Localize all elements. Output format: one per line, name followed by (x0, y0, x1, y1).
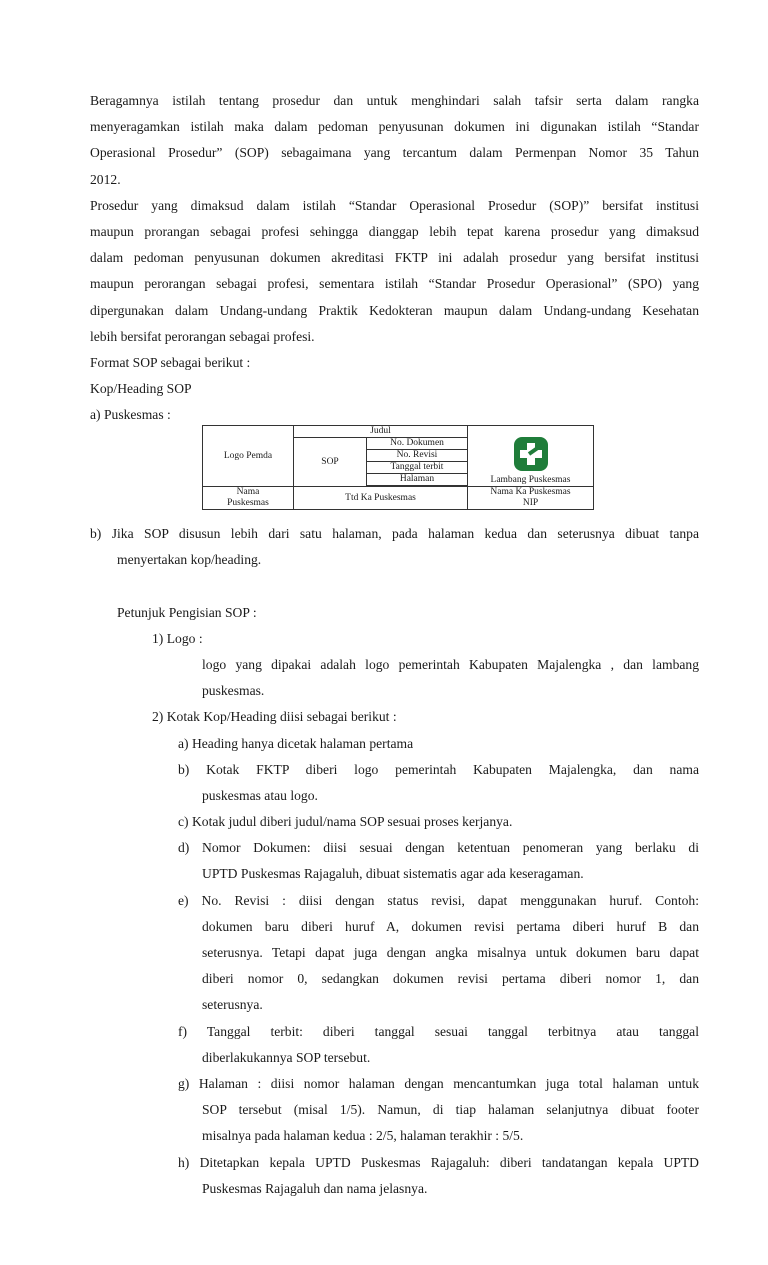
sub-item-g: g) Halaman : diisi nomor halaman dengan mencantumkan juga total halaman untuk (178, 1075, 699, 1091)
text-line: dipergunakan dalam Undang-undang Praktik Kedokteran maupun dalam Undang-undang Kesehatan (90, 302, 699, 318)
text-line: Beragamnya istilah tentang prosedur dan untuk menghindari salah tafsir serta dalam rangka (90, 93, 699, 108)
sub-item-e-cont: dokumen baru diberi huruf A, dokumen revisi pertama diberi huruf B dan (202, 918, 699, 934)
puskesmas-emblem-icon (514, 437, 548, 471)
text-line: Operasional Prosedur” (SOP) sebagaimana yang tercantum dalam Permenpan Nomor 35 Tahun (90, 145, 699, 161)
text-line: maupun prorangan sebagai profesi sehingga dianggap lebih tepat karena prosedur yang dimaksud (90, 223, 699, 239)
sub-item-d-cont: UPTD Puskesmas Rajagaluh, dibuat sistematis agar ada keseragaman. (202, 866, 584, 882)
text-line: maupun perorangan sebagai profesi, sementara istilah “Standar Prosedur Operasional” (SPO) yang (90, 276, 699, 292)
no-dokumen-cell: No. Dokumen (367, 438, 468, 450)
text-line: 2012. (90, 171, 121, 187)
sub-item-e-cont: diberi nomor 0, sedangkan dokumen revisi pertama diberi nomor 1, dan (202, 971, 699, 987)
paragraph-2 (90, 193, 699, 350)
sub-item-g-cont: SOP tersebut (misal 1/5). Namun, di tiap halaman selanjutnya dibuat footer (202, 1102, 699, 1118)
nip-label: NIP (522, 498, 539, 508)
ttd-cell: Ttd Ka Puskesmas (294, 487, 468, 510)
sub-item-b: b) Kotak FKTP diberi logo pemerintah Kabupaten Majalengka, dan nama (178, 761, 699, 777)
kop-heading: Kop/Heading SOP (90, 381, 192, 397)
text-line: menyeragamkan istilah maka dalam pedoman penyusunan dokumen ini digunakan istilah “Standar (90, 119, 699, 135)
item-1-text: logo yang dipakai adalah logo pemerintah Kabupaten Majalengka , dan lambang (202, 656, 699, 672)
no-revisi-cell: No. Revisi (367, 450, 468, 462)
logo-pemda-cell: Logo Pemda (203, 426, 294, 487)
item-b-line: b) Jika SOP disusun lebih dari satu halaman, pada halaman kedua dan seterusnya dibuat tanpa (90, 526, 699, 541)
numbered-item-1: 1) Logo : (152, 630, 203, 646)
sub-item-c: c) Kotak judul diberi judul/nama SOP sesuai proses kerjanya. (178, 814, 513, 830)
puskesmas-label: Puskesmas (227, 498, 269, 508)
judul-cell: Judul (294, 426, 468, 438)
sub-item-g-cont: misalnya pada halaman kedua : 2/5, halaman terakhir : 5/5. (202, 1128, 524, 1144)
item-1-text: puskesmas. (202, 683, 265, 699)
document-body (90, 88, 699, 428)
sub-item-e-cont: seterusnya. Tetapi dapat juga dengan angka misalnya untuk dokumen baru dapat (202, 945, 699, 960)
nama-label: Nama (236, 487, 260, 497)
sub-item-h: h) Ditetapkan kepala UPTD Puskesmas Rajagaluh: diberi tandatangan kepala UPTD (178, 1154, 699, 1170)
sub-item-b-cont: puskesmas atau logo. (202, 787, 318, 803)
format-line: Format SOP sebagai berikut : (90, 354, 251, 370)
lambang-cell (468, 426, 594, 487)
numbered-item-2: 2) Kotak Kop/Heading diisi sebagai berikut : (152, 709, 397, 725)
kop-sop-table (202, 425, 594, 510)
sub-item-h-cont: Puskesmas Rajagaluh dan nama jelasnya. (202, 1180, 428, 1196)
sop-cell: SOP (294, 438, 367, 487)
lambang-label: Lambang Puskesmas (490, 475, 571, 485)
nama-puskesmas-cell (203, 487, 294, 510)
text-line: dalam pedoman penyusunan dokumen akreditasi FKTP ini adalah prosedur yang bersifat institusi (90, 250, 699, 266)
sub-item-e-cont: seterusnya. (202, 997, 263, 1013)
text-line: Prosedur yang dimaksud dalam istilah “Standar Operasional Prosedur (SOP)” bersifat institusi (90, 197, 699, 213)
text-line: lebih bersifat perorangan sebagai profesi. (90, 328, 315, 344)
document-body-continued (90, 521, 699, 1202)
paragraph-1 (90, 88, 699, 193)
item-a-puskesmas: a) Puskesmas : (90, 407, 171, 423)
item-b-line: menyertakan kop/heading. (117, 552, 262, 568)
tanggal-terbit-cell: Tanggal terbit (367, 462, 468, 474)
sub-item-d: d) Nomor Dokumen: diisi sesuai dengan ketentuan penomeran yang berlaku di (178, 840, 699, 856)
sub-item-e: e) No. Revisi : diisi dengan status revisi, dapat menggunakan huruf. Contoh: (178, 892, 699, 908)
halaman-cell: Halaman (367, 474, 468, 486)
sub-item-f: f) Tanggal terbit: diberi tanggal sesuai tanggal terbitnya atau tanggal (178, 1023, 699, 1039)
nama-ka-cell (468, 487, 594, 510)
blank-line (90, 573, 699, 599)
sub-item-f-cont: diberlakukannya SOP tersebut. (202, 1049, 371, 1065)
sub-item-a: a) Heading hanya dicetak halaman pertama (178, 735, 414, 751)
petunjuk-heading: Petunjuk Pengisian SOP : (117, 604, 257, 620)
nama-ka-label: Nama Ka Puskesmas (490, 487, 571, 497)
